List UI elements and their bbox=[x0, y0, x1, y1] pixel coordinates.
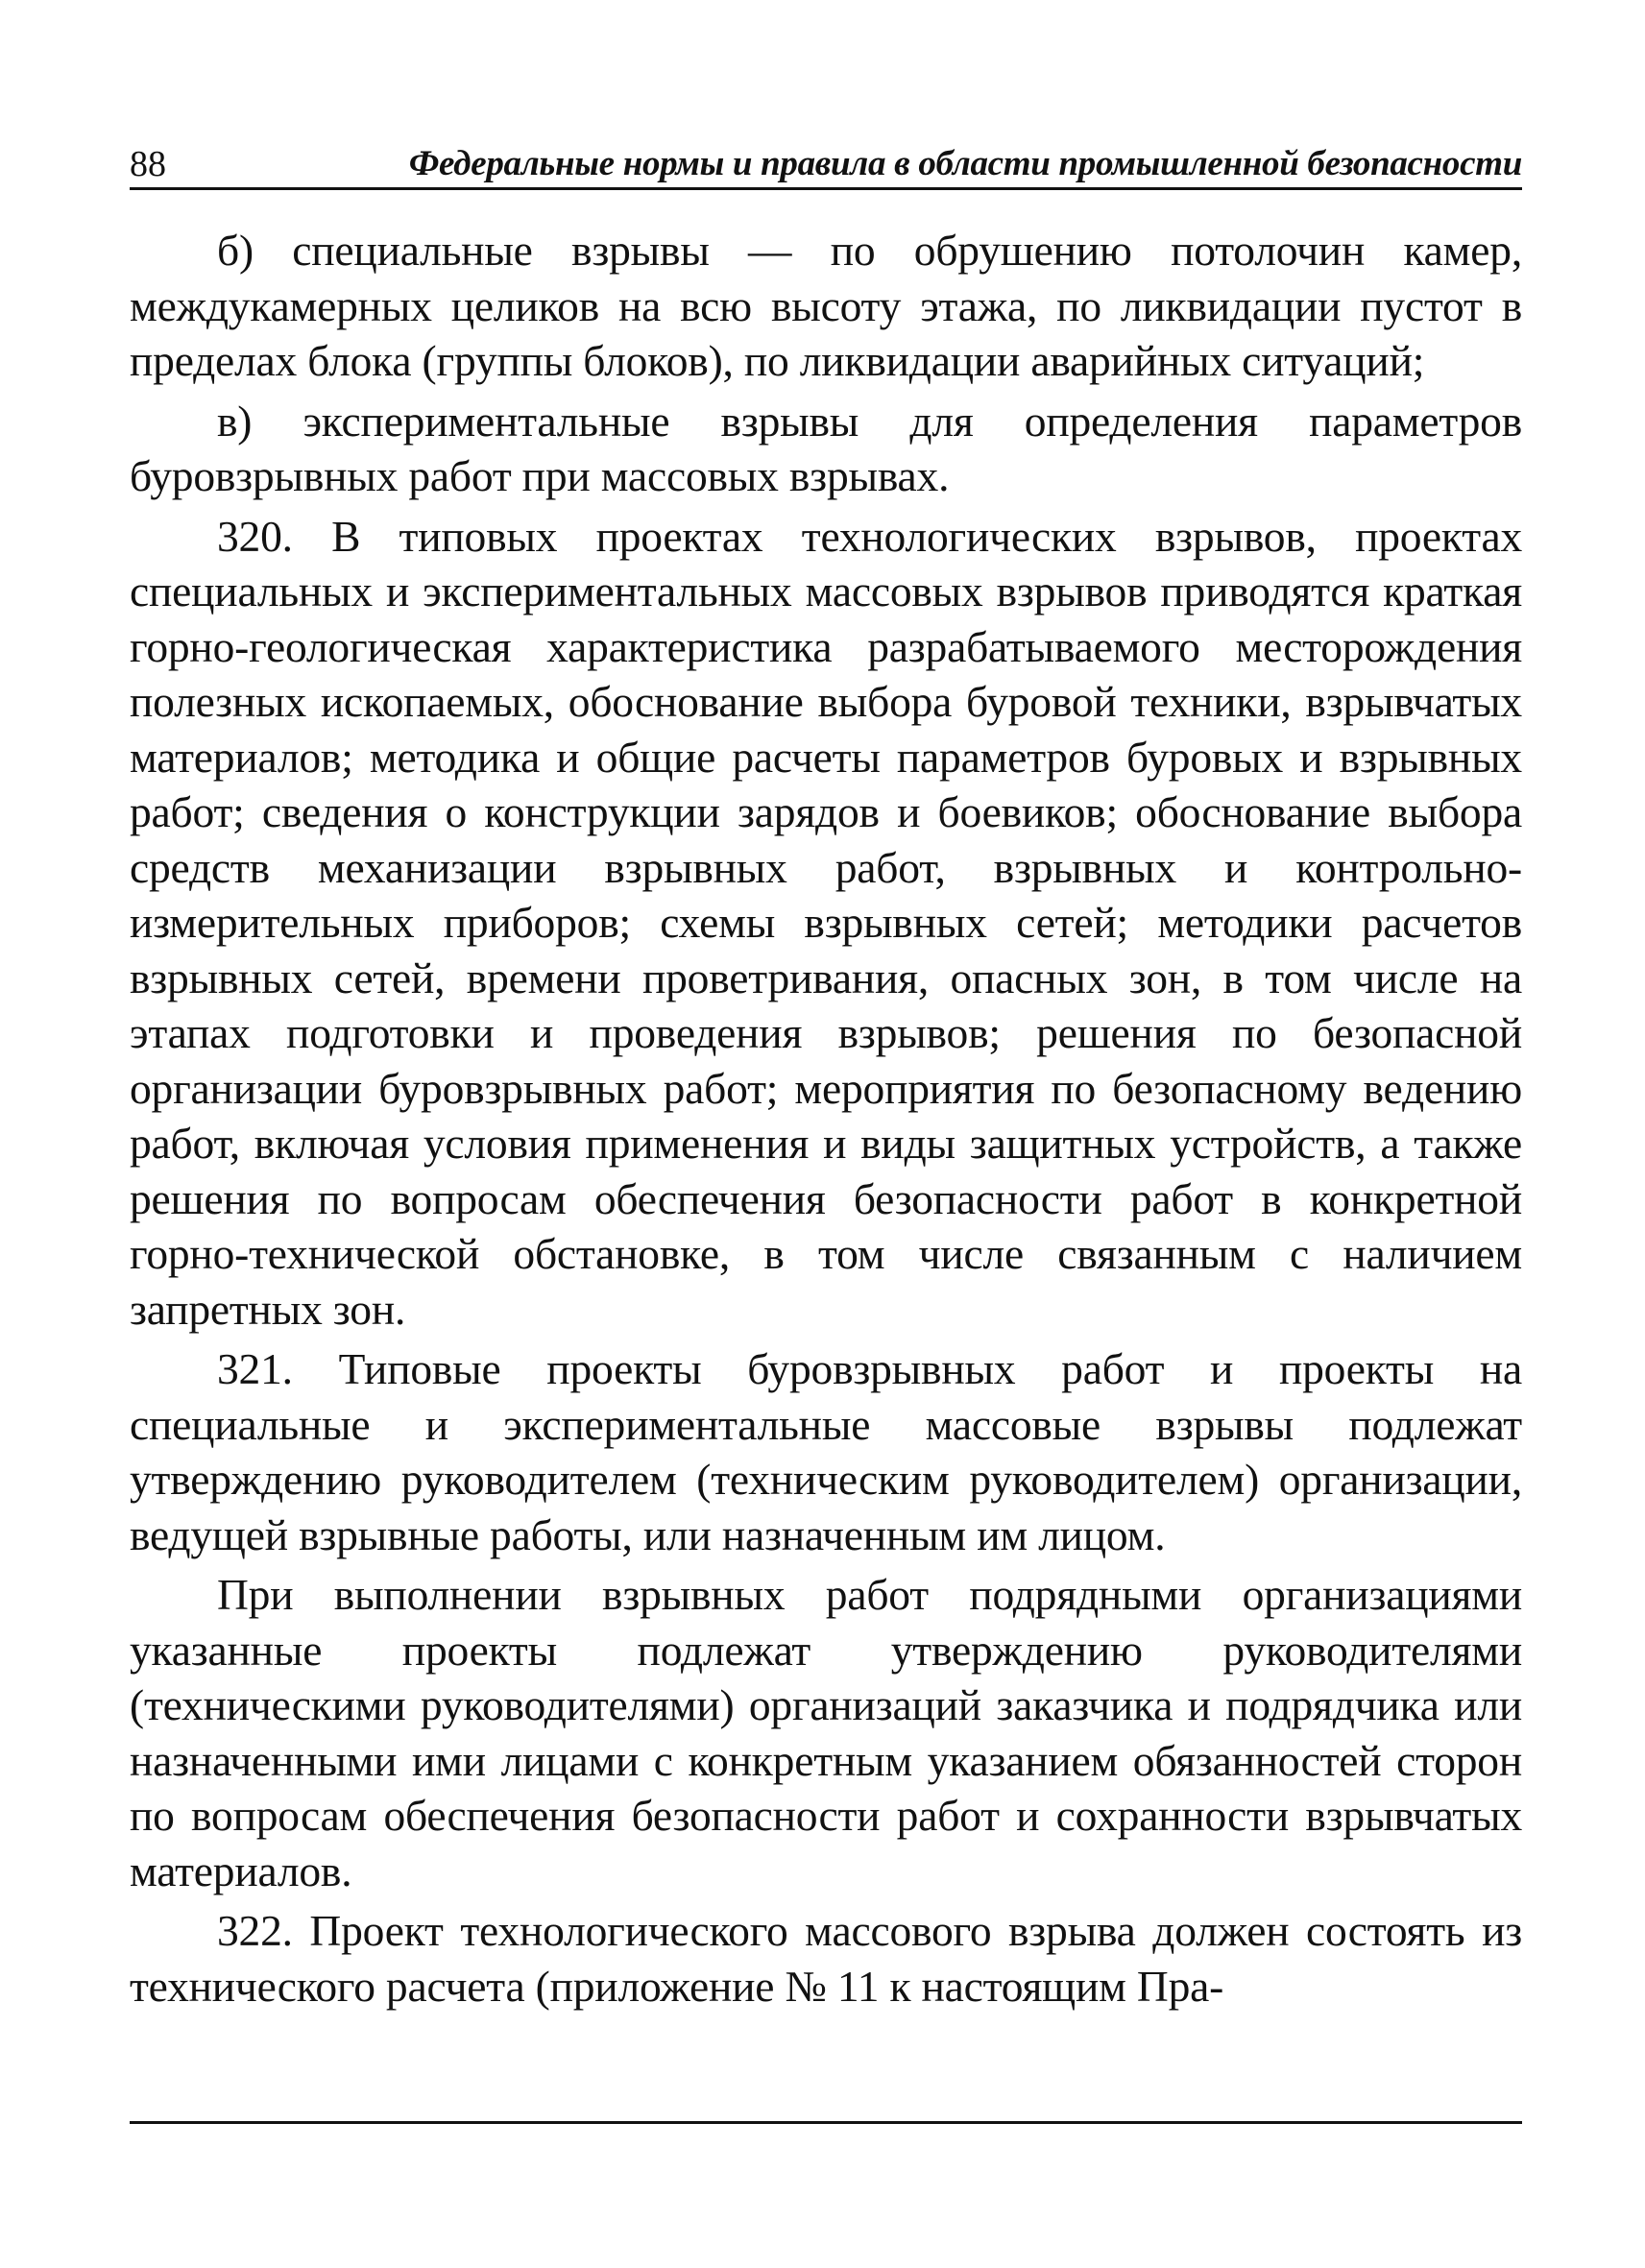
footer-rule bbox=[130, 2121, 1522, 2124]
running-title: Федеральные нормы и правила в области промышленной безопасности bbox=[408, 144, 1522, 183]
page-header bbox=[130, 142, 1522, 190]
page-number: 88 bbox=[130, 144, 166, 184]
body-text bbox=[130, 223, 1522, 2018]
paragraph-322: 322. Проект технологического массового взрыва должен состоять из технического расчета (приложение № 11 к настоящим Пра- bbox=[130, 1906, 1522, 2011]
paragraph-321-contractors: При выполнении взрывных работ подрядными организациями указанные проекты подлежат утверждению руководителями (техническими руководителями) организаций заказчика и подрядчика или назначенными ими лицами с конкретным указанием обязанностей сторон по вопросам обеспечения безопасности работ и сохранности взрывчатых материалов. bbox=[130, 1570, 1522, 1895]
document-page bbox=[130, 0, 1522, 2268]
paragraph-321: 321. Типовые проекты буровзрывных работ и проекты на специальные и экспериментальные массовые взрывы подлежат утверждению руководителем (техническим руководителем) организации, ведущей взрывные работы, или назначенным им лицом. bbox=[130, 1344, 1522, 1559]
paragraph-b: б) специальные взрывы — по обрушению потолочин камер, междукамерных целиков на всю высоту этажа, по ликвидации пустот в пределах блока (группы блоков), по ликвидации аварийных ситуаций; bbox=[130, 226, 1522, 385]
paragraph-320: 320. В типовых проектах технологических взрывов, проектах специальных и экспериментальных массовых взрывов приводятся краткая горно-геологическая характеристика разрабатываемого месторождения полезных ископаемых, обоснование выбора буровой техники, взрывчатых материалов; методика и общие расчеты параметров буровых и взрывных работ; сведения о конструкции зарядов и боевиков; обоснование выбора средств механизации взрывных работ, взрывных и контрольно-измерительных приборов; схемы взрывных сетей; методики расчетов взрывных сетей, времени проветривания, опасных зон, в том числе на этапах подготовки и проведения взрывов; решения по безопасной организации буровзрывных работ; мероприятия по безопасному ведению работ, включая условия применения и виды защитных устройств, а также решения по вопросам обеспечения безопасности работ в конкретной горно-технической обстановке, в том числе связанным с наличием запретных зон. bbox=[130, 511, 1522, 1334]
paragraph-v: в) экспериментальные взрывы для определения параметров буровзрывных работ при массовых взрывах. bbox=[130, 396, 1522, 500]
